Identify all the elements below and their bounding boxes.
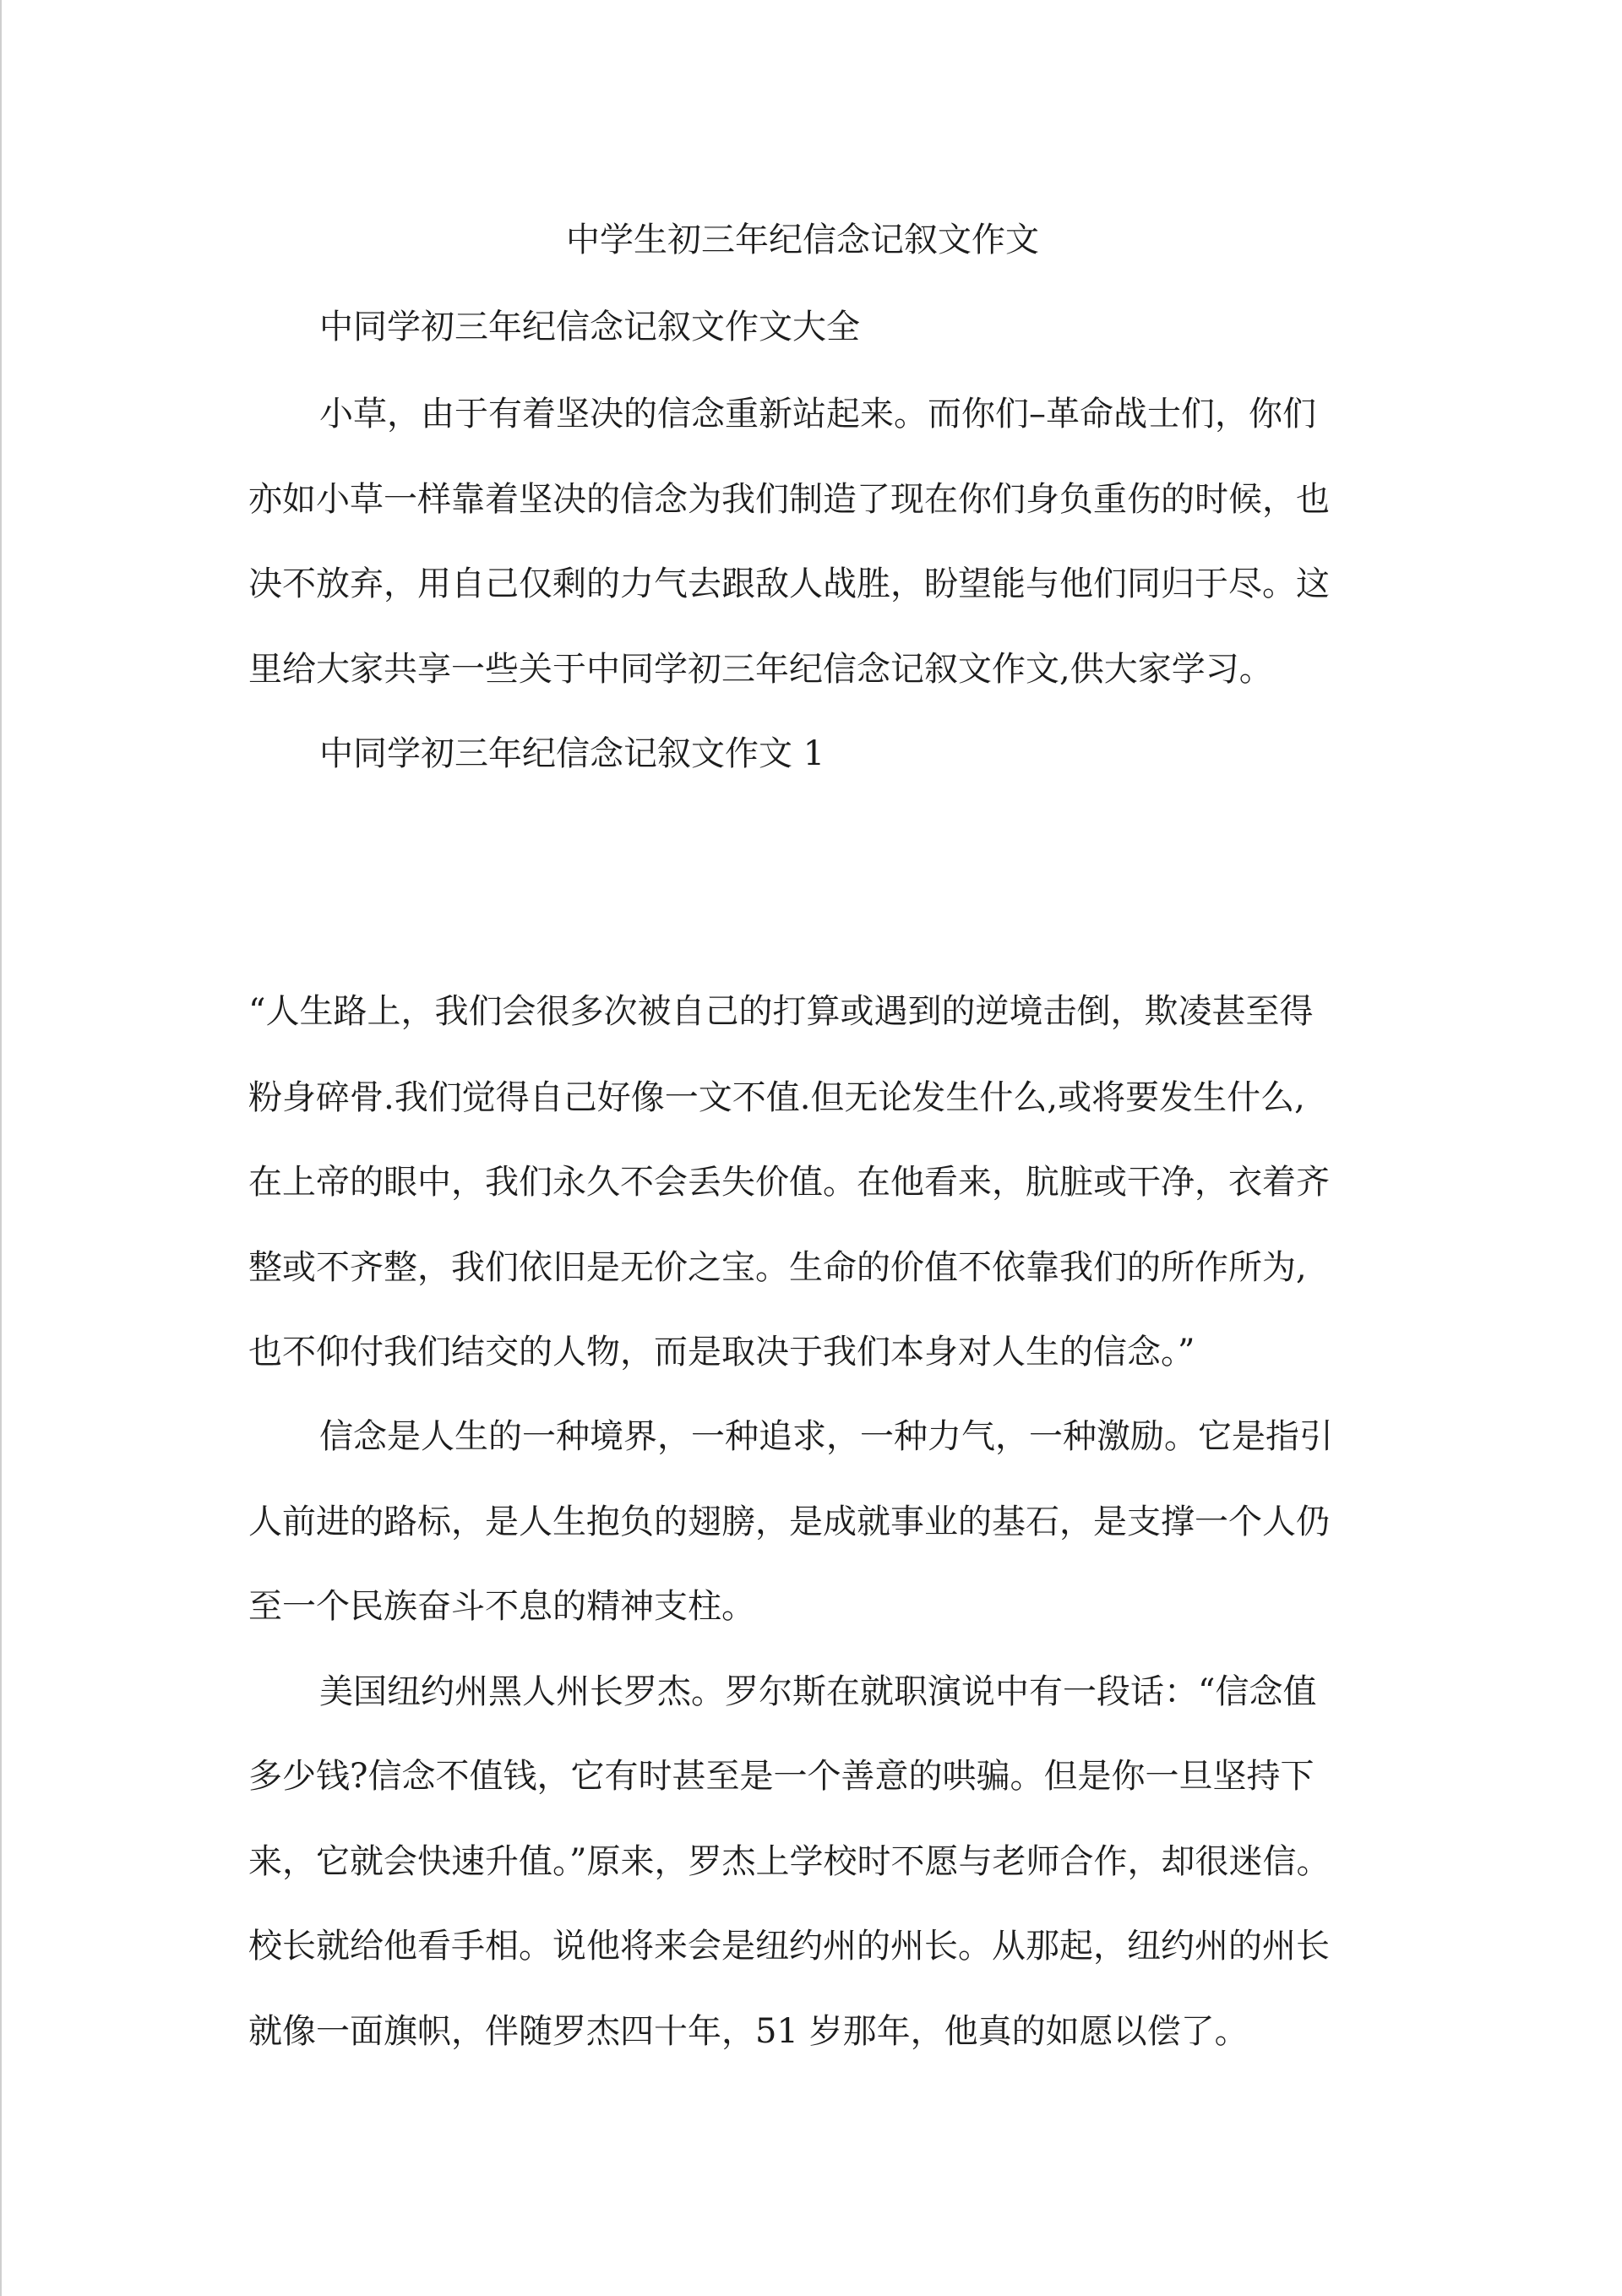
quote-line: 也不仰付我们结交的人物，而是取决于我们本身对人生的信念。” xyxy=(248,1333,1195,1372)
belief-line: 至一个民族奋斗不息的精神支柱。 xyxy=(248,1587,755,1626)
story-line: 就像一面旗帜，伴随罗杰四十年，51 岁那年，他真的如愿以偿了。 xyxy=(248,2012,1249,2051)
story-line: 校长就给他看手相。说他将来会是纽约州的州长。从那起，纽约州的州长 xyxy=(248,1927,1330,1966)
intro-line: 决不放弃，用自己仅剩的力气去跟敌人战胜，盼望能与他们同归于尽。这 xyxy=(248,564,1330,603)
document-subtitle: 中同学初三年纪信念记叙文作文大全 xyxy=(319,308,860,346)
story-line: 来，它就会快速升值。”原来，罗杰上学校时不愿与老师合作，却很迷信。 xyxy=(248,1842,1331,1881)
belief-line: 人前进的路标，是人生抱负的翅膀，是成就事业的基石，是支撑一个人仍 xyxy=(248,1502,1330,1541)
quote-line: 在上帝的眼中，我们永久不会丢失价值。在他看来，肮脏或干净，衣着齐 xyxy=(248,1163,1330,1202)
story-line: 多少钱?信念不值钱，它有时甚至是一个善意的哄骗。但是你一旦坚持下 xyxy=(248,1757,1314,1796)
intro-line: 亦如小草一样靠着坚决的信念为我们制造了现在你们身负重伤的时候，也 xyxy=(248,480,1330,519)
quote-line: “人生路上，我们会很多次被自己的打算或遇到的逆境击倒，欺凌甚至得 xyxy=(248,992,1314,1031)
quote-line: 粉身碎骨.我们觉得自己好像一文不值.但无论发生什么,或将要发生什么, xyxy=(248,1078,1305,1117)
story-line: 美国纽约州黑人州长罗杰。罗尔斯在就职演说中有一段话：“信念值 xyxy=(319,1672,1317,1711)
document-title: 中学生初三年纪信念记叙文作文 xyxy=(566,221,1039,259)
essay-heading: 中同学初三年纪信念记叙文作文 1 xyxy=(319,734,825,773)
quote-line: 整或不齐整，我们依旧是无价之宝。生命的价值不依靠我们的所作所为, xyxy=(248,1248,1307,1287)
intro-line: 小草，由于有着坚决的信念重新站起来。而你们–革命战士们，你们 xyxy=(319,395,1316,434)
belief-line: 信念是人生的一种境界，一种追求，一种力气，一种激励。它是指引 xyxy=(319,1417,1333,1456)
intro-line: 里给大家共享一些关于中同学初三年纪信念记叙文作文,供大家学习。 xyxy=(248,650,1273,689)
